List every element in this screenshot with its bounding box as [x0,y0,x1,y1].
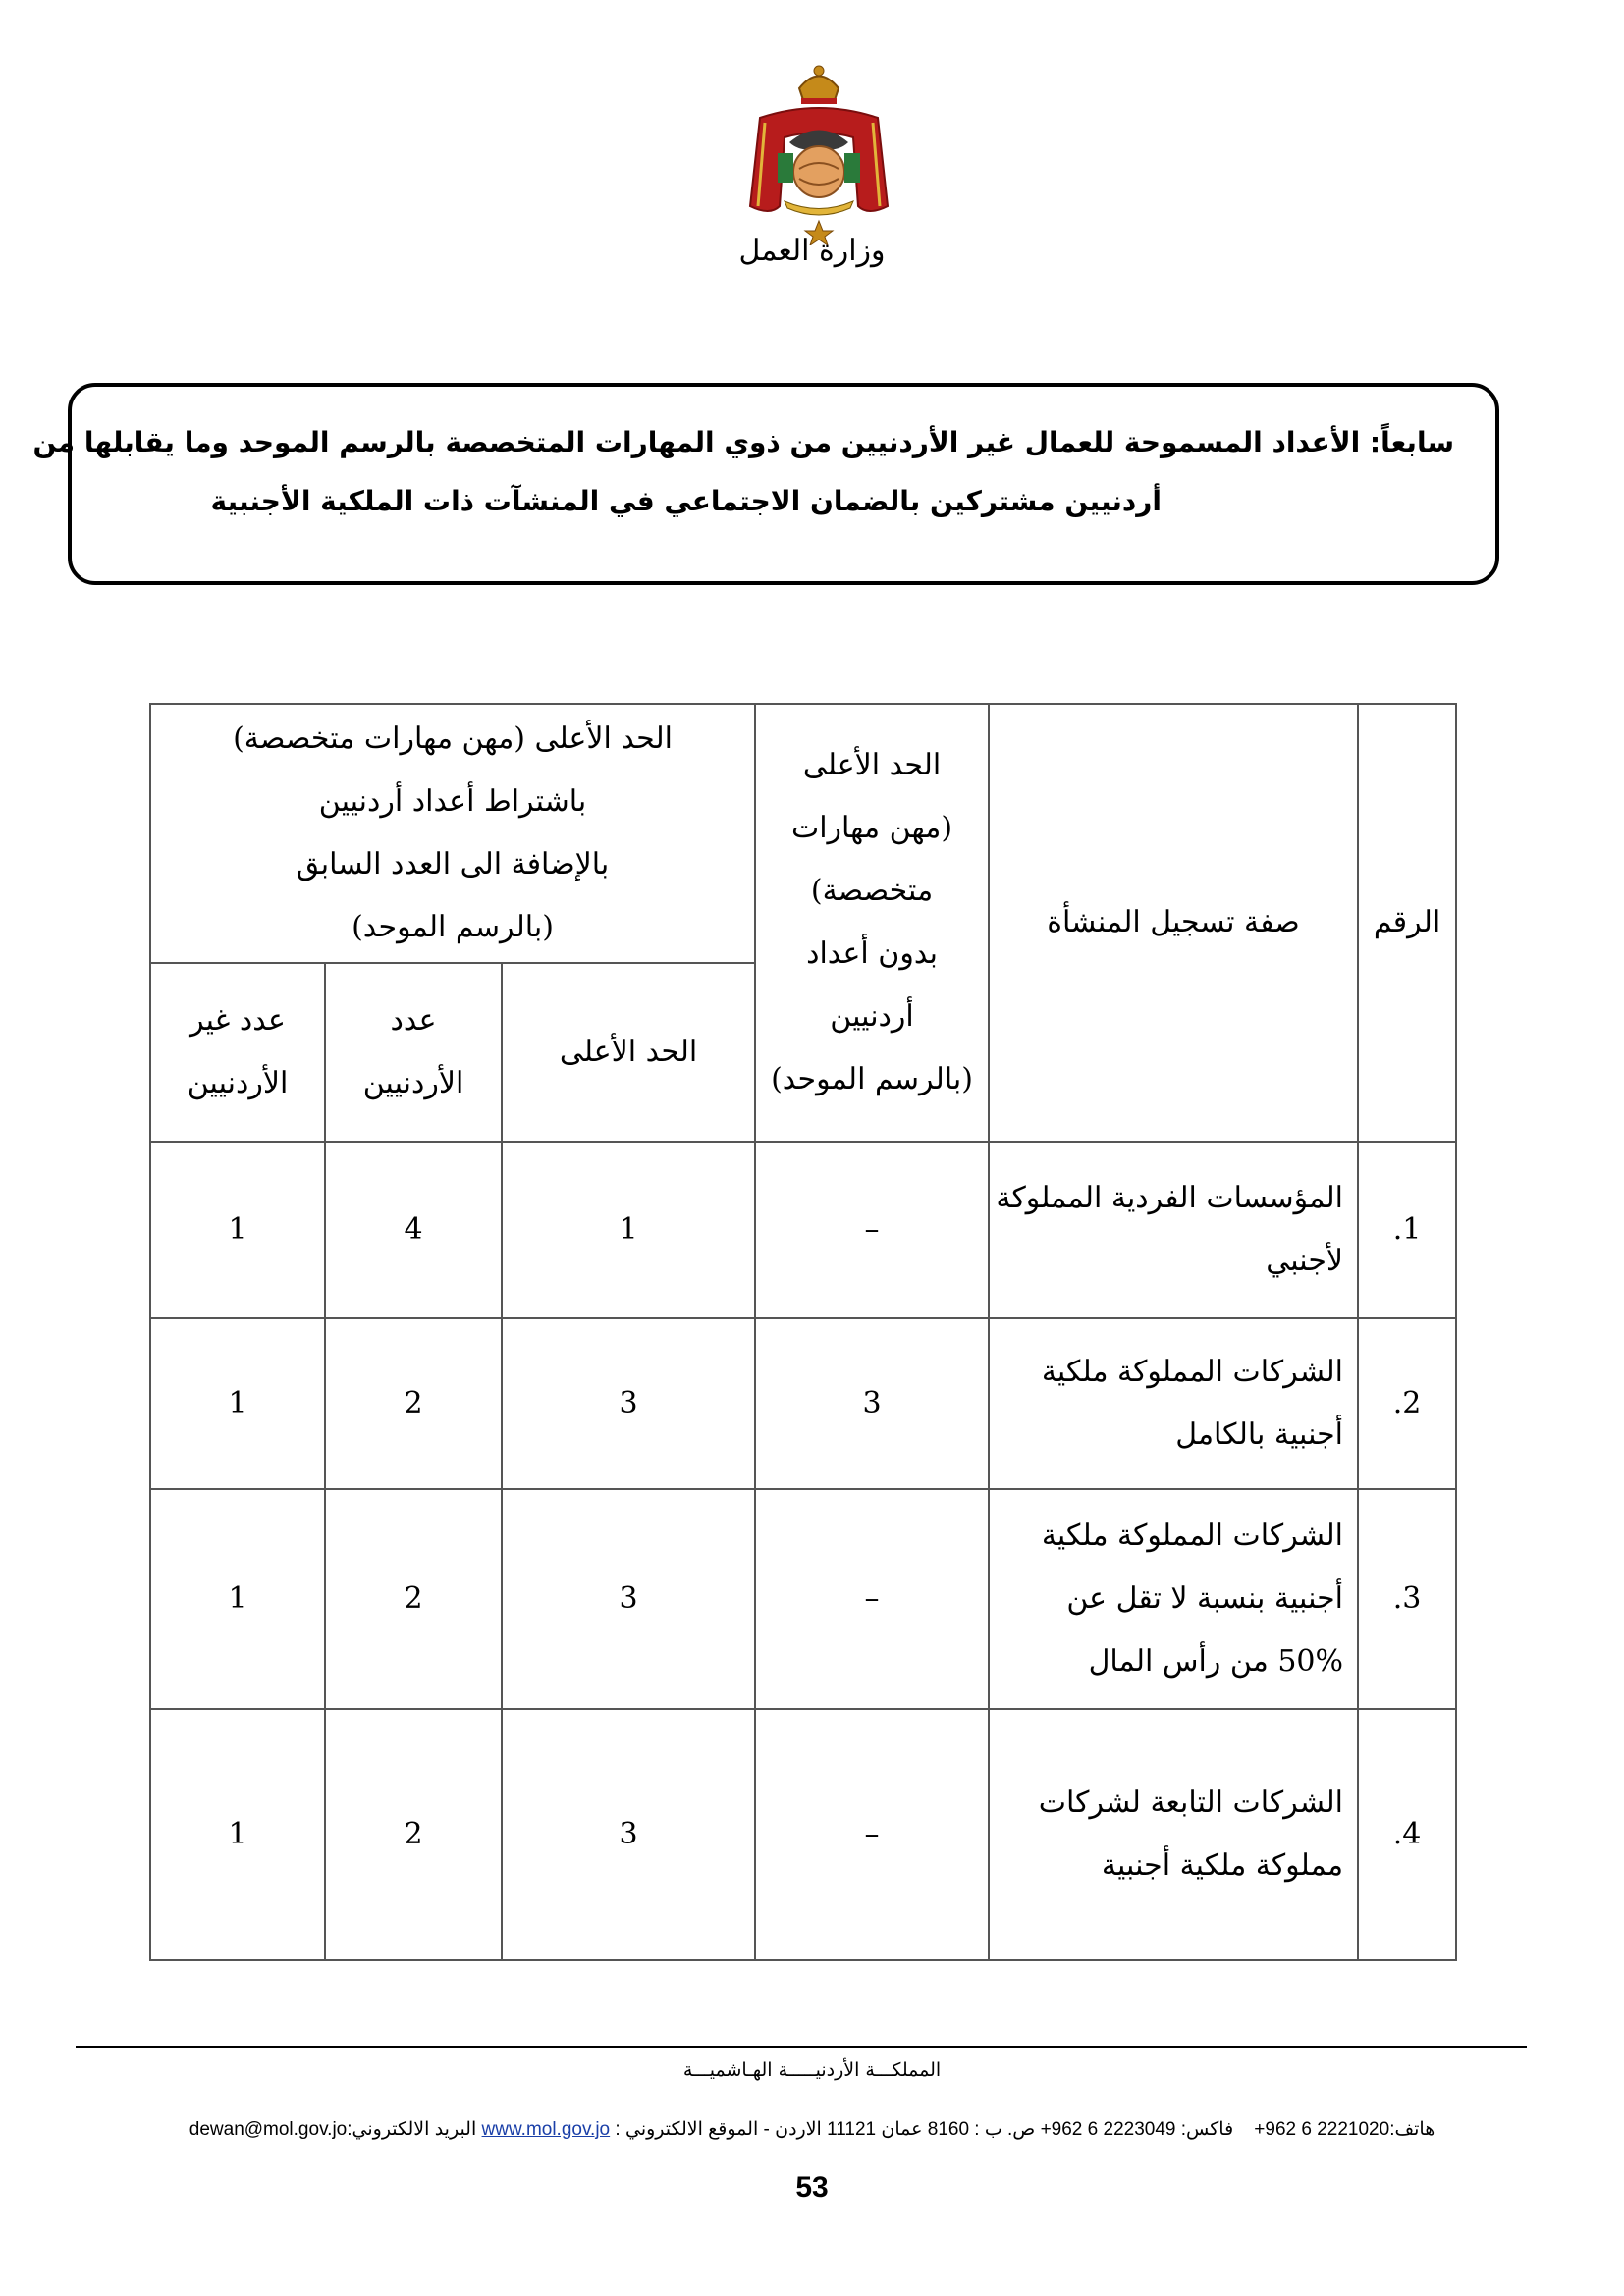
footer-divider [76,2046,1527,2048]
fax-number: +962 6 2223049 [1040,2119,1176,2140]
row-registration-type [989,1489,1358,1709]
row-number: 3. [1358,1489,1456,1709]
footer-contact-line [0,2118,1624,2141]
po-box-address: ص. ب : 8160 عمان 11121 الاردن - الموقع الالكتروني : [615,2119,1036,2140]
ministry-name: وزارة العمل [738,234,886,268]
row-non-jordanians-count: 1 [150,1318,325,1489]
header-line: باشتراط أعداد أردنيين [318,784,587,819]
website-link[interactable]: www.mol.gov.jo [481,2119,611,2140]
table-row [150,1489,1456,1709]
row-non-jordanians-count: 1 [150,1142,325,1318]
cell-line: المؤسسات الفردية المملوكة [996,1181,1344,1215]
section-title-line-1: سابعاً: الأعداد المسموحة للعمال غير الأردنيين من ذوي المهارات المتخصصة بالرسم الموحد وما يقابلها من [32,426,1454,458]
row-registration-type [989,1318,1358,1489]
section-title-line-2: أردنيين مشتركين بالضمان الاجتماعي في المنشآت ذات الملكية الأجنبية [210,485,1162,517]
phone-label: هاتف: [1389,2119,1435,2140]
header-line: الحد الأعلى (مهن مهارات متخصصة) [233,721,673,756]
header-line: بدون أعداد [806,936,938,971]
row-max: 3 [502,1318,755,1489]
header-max-without-jordanians [755,704,989,1142]
row-number: 4. [1358,1709,1456,1960]
cell-line: لأجنبي [1266,1244,1344,1278]
header-registration-type: صفة تسجيل المنشأة [989,704,1358,1142]
quota-table [149,703,1457,1961]
email-address[interactable]: dewan@mol.gov.jo [189,2119,348,2140]
header-number: الرقم [1358,704,1456,1142]
row-number: 2. [1358,1318,1456,1489]
page-number: 53 [795,2171,829,2204]
row-max: 3 [502,1489,755,1709]
row-non-jordanians-count: 1 [150,1709,325,1960]
header-line: (بالرسم الموحد) [352,910,554,944]
row-max: 3 [502,1709,755,1960]
header-line: الأردنيين [362,1066,464,1100]
row-max-without-jordanians: – [755,1142,989,1318]
section-title-box [32,383,1499,585]
header-line: أردنيين [830,999,914,1034]
row-max-without-jordanians: – [755,1489,989,1709]
row-number: 1. [1358,1142,1456,1318]
row-max-without-jordanians: – [755,1709,989,1960]
jordan-royal-crest-icon [731,59,907,245]
cell-line: أجنبية بنسبة لا تقل عن [1066,1581,1344,1616]
row-non-jordanians-count: 1 [150,1489,325,1709]
row-jordanians-count: 2 [325,1489,502,1709]
header-jordanians-count [325,963,502,1142]
header-max: الحد الأعلى [502,963,755,1142]
header-line: (مهن مهارات [790,811,953,845]
header-line: الأردنيين [187,1066,289,1100]
header-line: بالإضافة الى العدد السابق [296,847,610,881]
cell-line: الشركات المملوكة ملكية [1041,1355,1344,1389]
table-row [150,1709,1456,1960]
row-registration-type [989,1142,1358,1318]
fax-label: فاكس: [1180,2119,1234,2140]
header-line: (بالرسم الموحد) [771,1062,973,1096]
header-max-with-jordanians [150,704,755,963]
row-jordanians-count: 2 [325,1709,502,1960]
cell-line: الشركات المملوكة ملكية [1041,1519,1344,1553]
header-non-jordanians-count [150,963,325,1142]
table-header-row [150,704,1456,963]
phone-number: +962 6 2221020 [1254,2119,1390,2140]
table-row [150,1142,1456,1318]
cell-line: مملوكة ملكية أجنبية [1101,1848,1344,1883]
cell-line: الشركات التابعة لشركات [1038,1786,1344,1820]
cell-line: أجنبية بالكامل [1175,1417,1344,1452]
row-registration-type [989,1709,1358,1960]
cell-line: 50% من رأس المال [1088,1644,1344,1679]
row-max: 1 [502,1142,755,1318]
footer-kingdom-name: المملكـــة الأردنيـــــة الهـاشميـــة [682,2059,942,2081]
row-max-without-jordanians: 3 [755,1318,989,1489]
header-line: الحد الأعلى [802,748,942,782]
row-jordanians-count: 4 [325,1142,502,1318]
email-label: البريد الالكتروني: [347,2119,477,2140]
header-line: عدد [390,1003,437,1038]
header-line: متخصصة) [810,874,934,908]
table-row [150,1318,1456,1489]
header-line: عدد غير [189,1003,286,1038]
row-jordanians-count: 2 [325,1318,502,1489]
